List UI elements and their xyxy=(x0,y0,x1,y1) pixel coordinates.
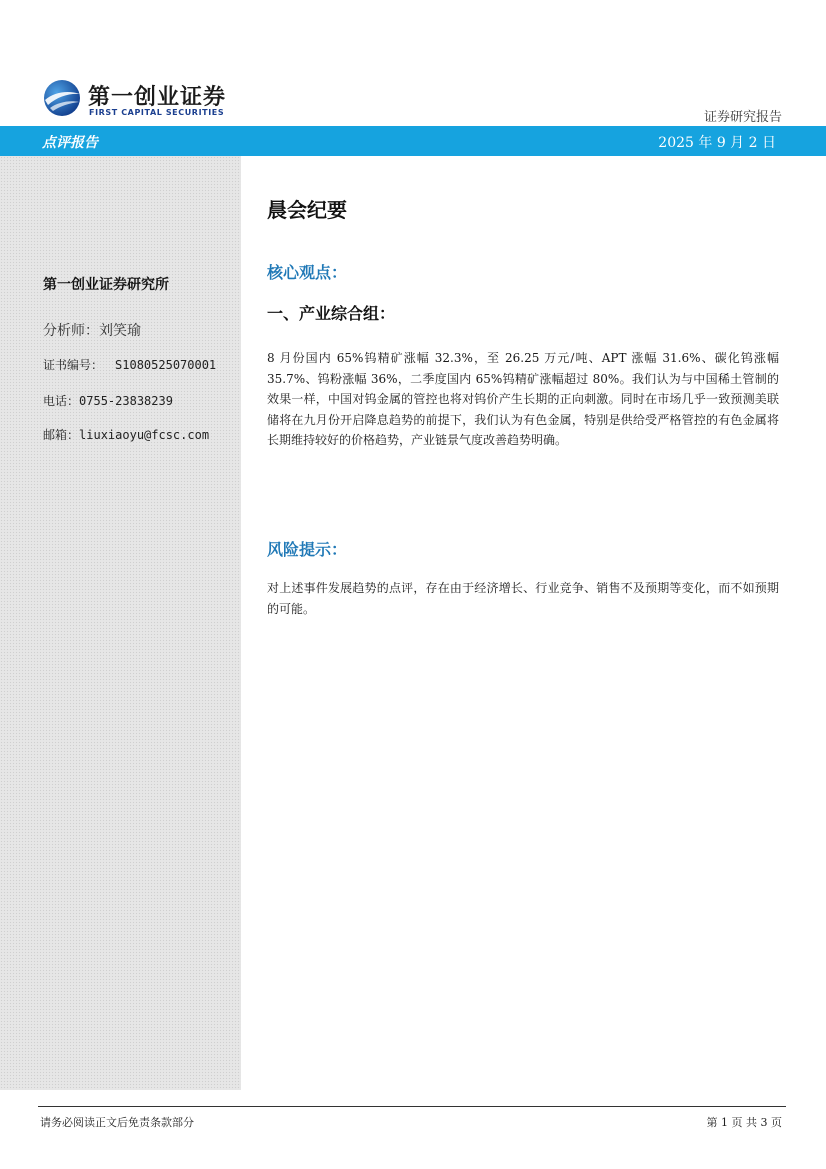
footer-disclaimer: 请务必阅读正文后免责条款部分 xyxy=(40,1116,194,1129)
sidebar-phone xyxy=(43,392,173,409)
risk-body: 对上述事件发展趋势的点评，存在由于经济增长、行业竞争、销售不及预期等变化，而不如预期的可能。 xyxy=(267,581,779,616)
band-title: 点评报告 xyxy=(42,135,98,151)
sidebar-email xyxy=(43,426,209,443)
email-label: 邮箱： xyxy=(43,428,80,442)
page-title: 晨会纪要 xyxy=(267,198,347,222)
report-date: 2025 年 9 月 2 日 xyxy=(658,135,776,151)
risk-heading: 风险提示： xyxy=(267,540,348,559)
sidebar-cert xyxy=(43,356,216,373)
phone-label: 电话： xyxy=(43,394,80,408)
page-number: 第 1 页 共 3 页 xyxy=(706,1116,782,1129)
sidebar-analyst: 分析师：刘笑瑜 xyxy=(43,323,141,339)
report-type-label: 证券研究报告 xyxy=(703,110,782,125)
sidebar-panel xyxy=(0,156,241,1090)
section1-body: 8 月份国内 65%钨精矿涨幅 32.3%，至 26.25 万元/吨、APT 涨幅 31.6%、碳化钨涨幅 35.7%、钨粉涨幅 36%，二季度国内 65%钨精矿涨幅超过 80%。我们认为与中国稀土管制的效果一样，中国对钨金属的管控也将对钨价产生长期的正向刺激。同时在市场几乎一致预测美联储将在九月份开启降息趋势的前提下，我们认为有色金属，特别是供给受严格管控的有色金属将长期维持较好的价格趋势，产业链景气度改善趋势明确。 xyxy=(267,351,779,447)
company-logo xyxy=(42,78,252,122)
logo-name-en: FIRST CAPITAL SECURITIES xyxy=(89,108,225,117)
phone-value: 0755-23838239 xyxy=(79,394,173,408)
sidebar-org: 第一创业证券研究所 xyxy=(43,277,169,293)
header-band xyxy=(0,126,826,156)
email-value[interactable]: liuxiaoyu@fcsc.com xyxy=(79,428,210,442)
core-heading: 核心观点： xyxy=(267,263,348,282)
cert-value: S1080525070001 xyxy=(115,358,217,372)
logo-name-cn: 第一创业证券 xyxy=(88,84,227,110)
cert-label: 证书编号： xyxy=(43,358,104,372)
globe-logo-icon xyxy=(42,78,82,118)
footer-divider xyxy=(38,1106,786,1107)
section1-heading: 一、产业综合组： xyxy=(267,304,396,323)
